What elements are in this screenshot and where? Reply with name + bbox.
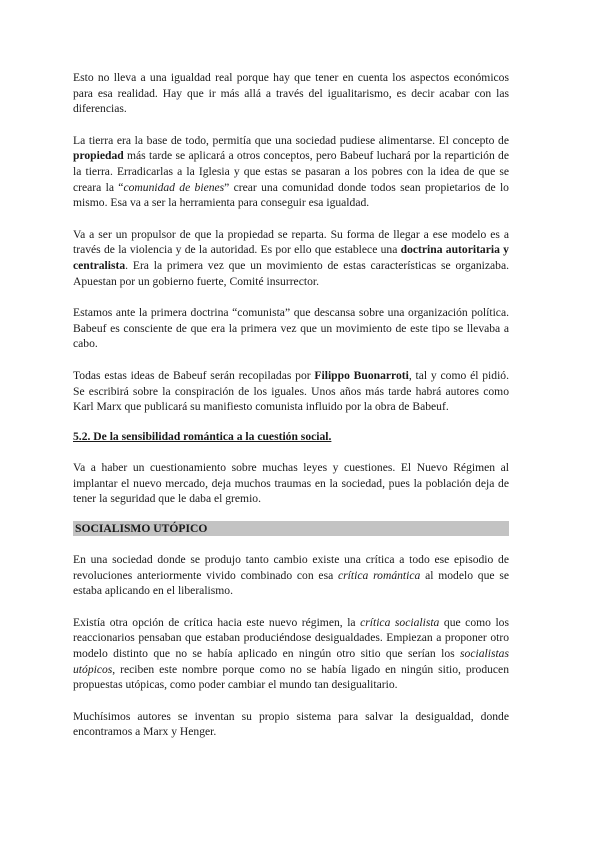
bold-term-buonarroti: Filippo Buonarroti [314, 368, 409, 382]
text-run: Todas estas ideas de Babeuf serán recopiladas por [73, 368, 315, 382]
paragraph-critica-socialista [73, 615, 509, 693]
text-run: que como los reaccionarios pensaban que estaban produciéndose desigualdades. Empiezan a proponer otro modelo distinto que no se había aplicado en ningún otro sitio que serían los [73, 615, 509, 661]
paragraph-buonarroti [73, 368, 509, 415]
section-heading: 5.2. De la sensibilidad romántica a la cuestión social. [73, 429, 332, 443]
text-run: La tierra era la base de todo, permitía que una sociedad pudiese alimentarse. El concepto de [73, 133, 509, 147]
text-run: Existía otra opción de crítica hacia este nuevo régimen, la [73, 615, 361, 629]
paragraph-propulsor [73, 227, 509, 289]
paragraph-autores: Muchísimos autores se inventan su propio sistema para salvar la desigualdad, donde encontramos a Marx y Henger. [73, 709, 509, 739]
document-body [73, 70, 509, 740]
text-run: En una sociedad donde se produjo tanto cambio existe una crítica a todo ese episodio de revoluciones anteriormente vivido combinado con esa [73, 553, 509, 582]
bold-term-doctrina: doctrina autoritaria y centralista [73, 243, 509, 272]
paragraph-doctrina-comunista: Estamos ante la primera doctrina “comunista” que descansa sobre una organización política. Babeuf es consciente de que era la primera vez que un movimiento de este tipo se llevaba a cabo. [73, 306, 509, 351]
paragraph-tierra [73, 133, 509, 211]
italic-term-comunidad: comunidad de bienes [123, 180, 225, 194]
paragraph-igualitarismo: Esto no lleva a una igualdad real porque hay que tener en cuenta los aspectos económicos para esa realidad. Hay que ir más allá a través del igualitarismo, es decir acabar con las diferencias. [73, 71, 509, 116]
italic-term-critica-socialista: crítica socialista [360, 615, 440, 629]
text-run: al modelo que se estaba aplicando en el liberalismo. [73, 568, 509, 598]
text-run: Va a ser un propulsor de que la propiedad se reparta. Su forma de llegar a ese modelo es a través de la violencia y de la autoridad. Es por ello que establece una [73, 227, 509, 257]
italic-term-socialistas-utopicos: socialistas utópicos [73, 647, 509, 676]
text-run: , reciben este nombre porque como no se había ligado en ningún sitio, producen propuestas utópicas, como poder cambiar el mundo tan desigualitario. [73, 662, 509, 692]
paragraph-cuestionamiento: Va a haber un cuestionamiento sobre muchas leyes y cuestiones. El Nuevo Régimen al implantar el nuevo mercado, deja muchos traumas en la sociedad, pues la población deja de tener la seguridad que le daba el gremio. [73, 461, 509, 506]
text-run: . Era la primera vez que un movimiento de estas características se organizaba. Apuestan por un gobierno fuerte, Comité insurrector. [73, 258, 509, 288]
paragraph-critica-romantica [73, 552, 509, 599]
bold-term-propiedad: propiedad [73, 149, 124, 163]
text-run: , tal y como él pidió. Se escribirá sobre la conspiración de los iguales. Unos años más tarde habrá autores como Karl Marx que publicará su manifiesto comunista influido por la obra de Babeuf. [73, 368, 509, 414]
subheading-bar: SOCIALISMO UTÓPICO [73, 521, 509, 536]
italic-term-critica-romantica: crítica romántica [338, 568, 421, 582]
text-run: ” crear una comunidad donde todos sean propietarios de lo mismo. Esa va a ser la herramienta para conseguir esa igualdad. [73, 180, 509, 210]
text-run: más tarde se aplicará a otros conceptos, pero Babeuf luchará por la repartición de la tierra. Erradicarlas a la Iglesia y que estas se pasaran a los pobres con la idea de que se creara la “ [73, 149, 509, 194]
